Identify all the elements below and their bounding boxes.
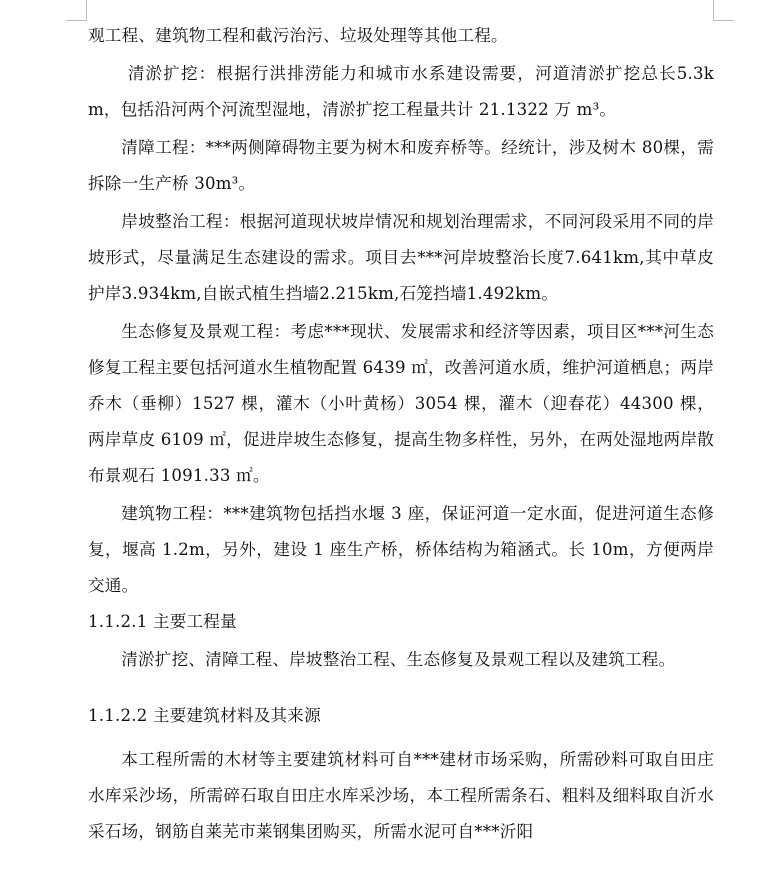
paragraph-dredging: 清淤扩挖：根据行洪排涝能力和城市水系建设需要，河道清淤扩挖总长5.3km，包括沿河两个河流型湿地，清淤扩挖工程量共计 21.1322 万 m³。 [88,64,714,119]
section-heading-materials: 1.1.2.2 主要建筑材料及其来源 [88,706,321,725]
crop-mark-top-right [713,0,734,21]
paragraph-main-quantities: 清淤扩挖、清障工程、岸坡整治工程、生态修复及景观工程以及建筑工程。 [121,650,676,669]
crop-mark-top-left [66,0,87,21]
paragraph-continuation: 观工程、建筑物工程和截污治污、垃圾处理等其他工程。 [88,26,508,45]
section-heading-main-quantities: 1.1.2.1 主要工程量 [88,612,237,631]
document-body [88,18,714,850]
paragraph-ecological-restoration: 生态修复及景观工程：考虑***现状、发展需求和经济等因素，项目区***河生态修复工程主要包括河道水生植物配置 6439 ㎡，改善河道水质，维护河道栖息；两岸乔木（垂柳）1527 棵，灌木（小叶黄杨）3054 棵，灌木（迎春花）44300 棵，两岸草皮 6109 ㎡，促进岸坡生态修复，提高生物多样性，另外，在两处湿地两岸散布景观石 1091.33 ㎡。 [88,322,714,485]
paragraph-obstacle-clearing: 清障工程：***两侧障碍物主要为树木和废弃桥等。经统计，涉及树木 80棵，需拆除一生产桥 30m³。 [88,138,714,193]
paragraph-buildings: 建筑物工程：***建筑物包括挡水堰 3 座，保证河道一定水面，促进河道生态修复，堰高 1.2m，另外，建设 1 座生产桥，桥体结构为箱涵式。长 10m，方便两岸交通。 [88,504,714,595]
paragraph-materials: 本工程所需的木材等主要建筑材料可自***建材市场采购，所需砂料可取自田庄水库采沙场，所需碎石取自田庄水库采沙场，本工程所需条石、粗料及细料取自沂水采石场，钢筋自莱芜市莱钢集团购买，所需水泥可自***沂阳 [88,750,714,841]
paragraph-bank-slope: 岸坡整治工程：根据河道现状坡岸情况和规划治理需求，不同河段采用不同的岸坡形式，尽量满足生态建设的需求。项目去***河岸坡整治长度7.641km,其中草皮护岸3.934km,自嵌式植生挡墙2.215km,石笼挡墙1.492km。 [88,212,714,303]
